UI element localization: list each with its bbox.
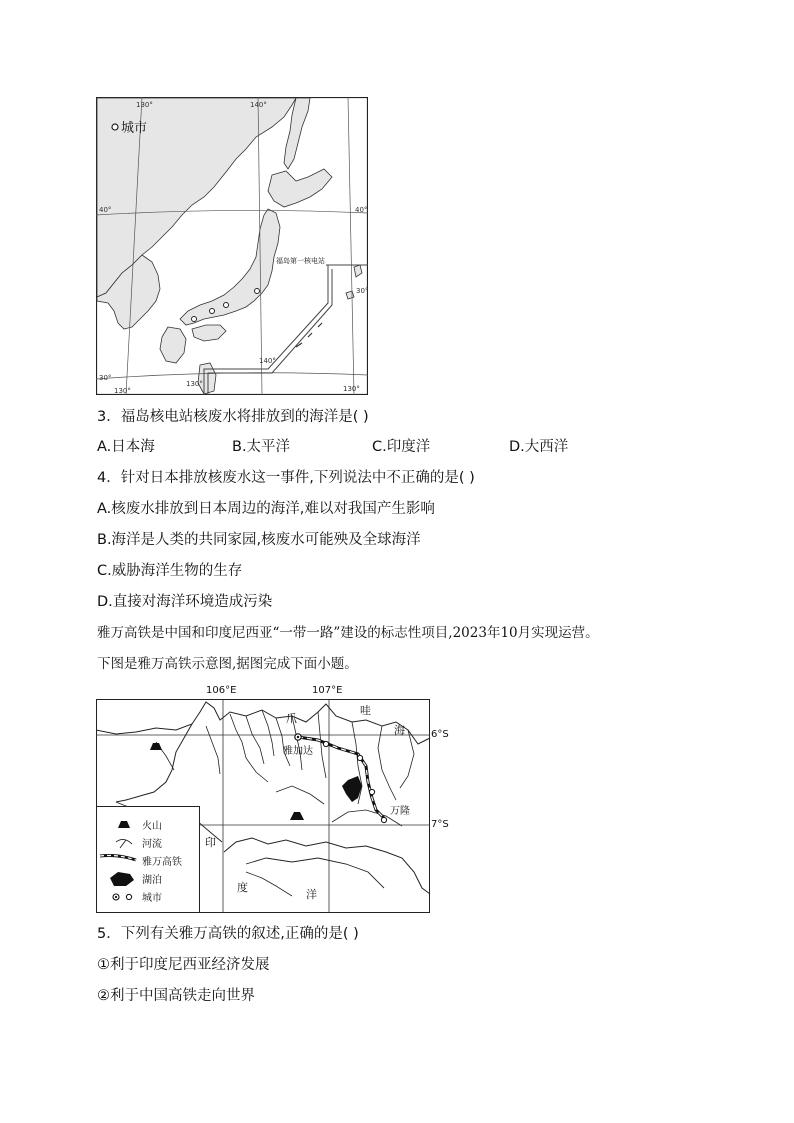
- city-marker: [255, 289, 260, 294]
- japan-map: [96, 97, 368, 395]
- passage-line-1: 雅万高铁是中国和印度尼西亚“一带一路”建设的标志性项目,2023年10月实现运营。: [97, 625, 599, 641]
- legend-railway-label: 雅万高铁: [142, 857, 182, 868]
- label-sea-char-2: 哇: [360, 704, 371, 717]
- q3-option-c[interactable]: C.印度洋: [372, 439, 431, 455]
- label-lon-130-bottom: 130°: [114, 387, 131, 395]
- label-ocean-char-3: 洋: [306, 888, 317, 901]
- label-ocean-char-2: 度: [237, 881, 248, 894]
- legend-river-label: 河流: [142, 839, 162, 850]
- city-marker: [369, 789, 374, 794]
- label-lon-140-top: 140°: [250, 101, 267, 109]
- city-marker: [357, 755, 362, 760]
- java-map-svg: [96, 682, 431, 914]
- q3-option-a[interactable]: A.日本海: [97, 439, 155, 455]
- city-marker: [192, 317, 197, 322]
- legend-city-label: 城市: [121, 121, 148, 136]
- legend-city-label: 城市: [142, 893, 162, 904]
- label-lon-107: 107°E: [312, 685, 343, 696]
- japan-map-svg: [96, 97, 368, 395]
- java-map: [96, 682, 431, 914]
- label-lat-40-left: 40°: [99, 206, 112, 214]
- passage-line-2: 下图是雅万高铁示意图,据图完成下面小题。: [97, 656, 358, 672]
- label-lon-106: 106°E: [206, 685, 237, 696]
- question-4-stem: 4．针对日本排放核废水这一事件,下列说法中不正确的是( ): [97, 470, 475, 486]
- label-lon-130-top: 130°: [136, 101, 153, 109]
- label-lat-30-right: 30°: [356, 287, 368, 295]
- label-sea-char-3: 海: [394, 724, 405, 737]
- label-lat-30-left: 30°: [99, 374, 112, 382]
- legend-city-icon: [112, 124, 118, 130]
- city-jakarta-dot: [297, 736, 299, 738]
- label-lat-7s: 7°S: [431, 819, 449, 830]
- label-ocean-char-1: 印: [205, 836, 216, 849]
- label-lon-130-right-bottom: 130°: [343, 385, 360, 393]
- city-marker: [323, 741, 328, 746]
- q4-option-c[interactable]: C.威胁海洋生物的生存: [97, 563, 243, 579]
- label-city-jakarta: 雅加达: [283, 746, 313, 757]
- q4-option-d[interactable]: D.直接对海洋环境造成污染: [97, 594, 273, 610]
- legend-lake-label: 湖泊: [142, 875, 162, 886]
- q5-item-2[interactable]: ②利于中国高铁走向世界: [97, 988, 255, 1004]
- q4-option-a[interactable]: A.核废水排放到日本周边的海洋,难以对我国产生影响: [97, 501, 435, 517]
- city-bandung-marker: [381, 817, 386, 822]
- question-3-stem: 3．福岛核电站核废水将排放到的海洋是( ): [97, 409, 369, 425]
- q3-option-d[interactable]: D.大西洋: [509, 439, 569, 455]
- city-marker: [224, 303, 229, 308]
- legend-city-major-dot: [115, 896, 117, 898]
- label-city-bandung: 万隆: [390, 806, 410, 817]
- q4-option-b[interactable]: B.海洋是人类的共同家园,核废水可能殃及全球海洋: [97, 532, 421, 548]
- label-fukushima-plant: 福岛第一核电站: [276, 257, 325, 265]
- legend-volcano-label: 火山: [142, 821, 162, 832]
- label-lon-140-bottom: 140°: [259, 357, 276, 365]
- legend-city-minor-icon: [126, 894, 131, 899]
- label-sea-char-1: 爪: [286, 712, 297, 725]
- label-lat-40-right: 40°: [355, 206, 368, 214]
- label-lat-6s: 6°S: [431, 729, 449, 740]
- city-marker: [210, 309, 215, 314]
- q3-option-b[interactable]: B.太平洋: [232, 439, 291, 455]
- question-5-stem: 5．下列有关雅万高铁的叙述,正确的是( ): [97, 926, 359, 942]
- q5-item-1[interactable]: ①利于印度尼西亚经济发展: [97, 957, 270, 973]
- label-lat-30-mid: 130°: [186, 380, 203, 388]
